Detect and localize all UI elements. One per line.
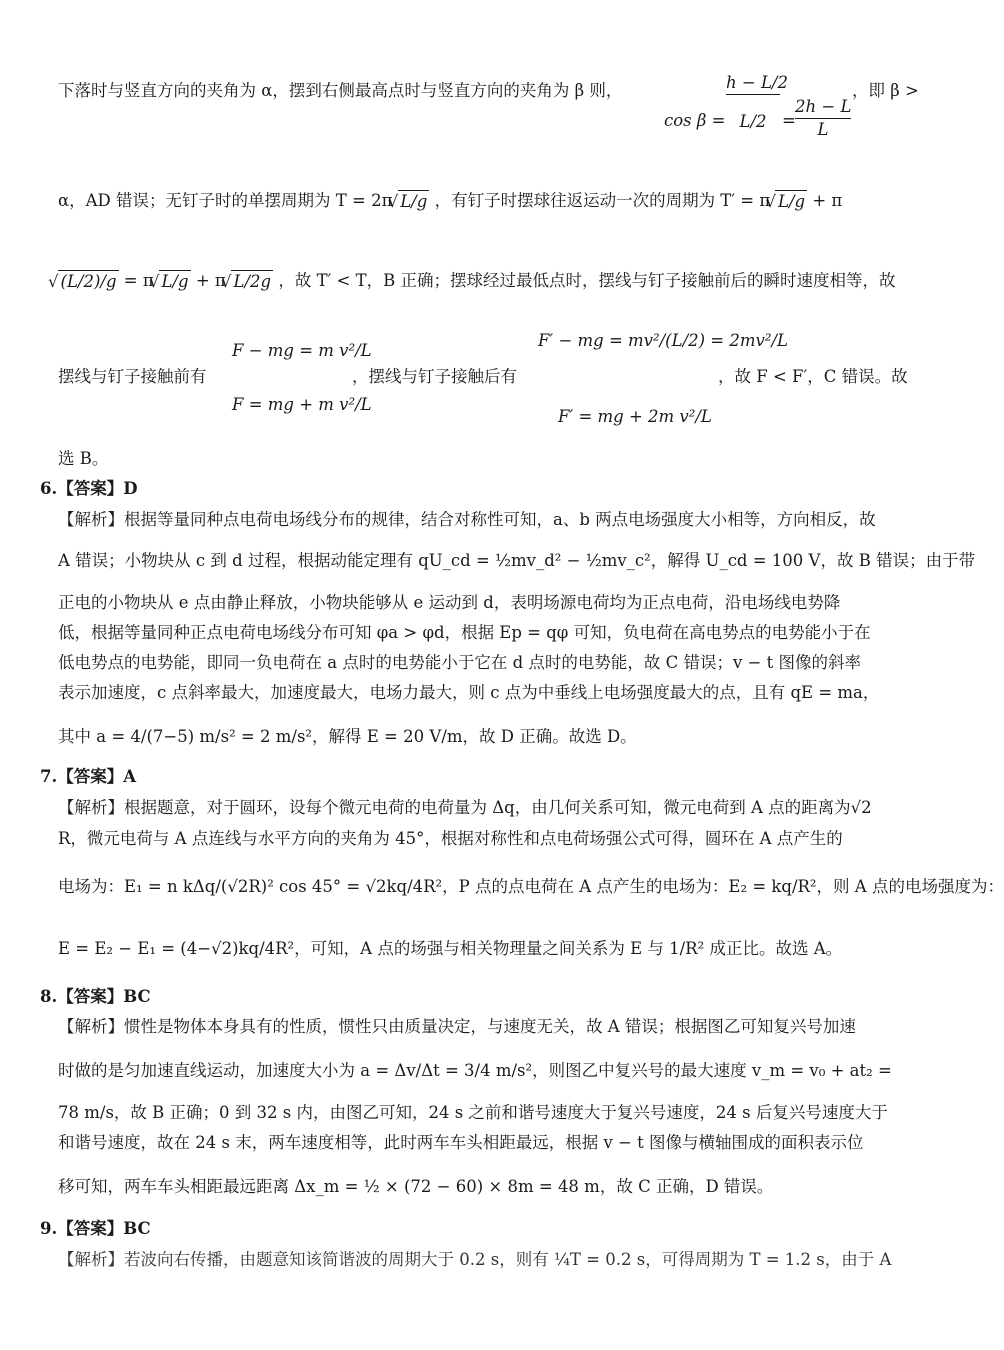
p1-line1-tail: ，即 β > bbox=[852, 81, 919, 100]
before-eq2: F = mg + m v²/L bbox=[232, 395, 372, 414]
q6-line7: 其中 a = 4/(7−5) m/s² = 2 m/s²，解得 E = 20 V/m，故 D 正确。故选 D。 bbox=[58, 727, 637, 746]
sqrt-l-over-2g: √ L/2g bbox=[231, 270, 273, 293]
p1-line2-b: ，有钉子时摆球往返运动一次的周期为 T′ = π bbox=[434, 191, 771, 210]
q9-cutoff-line bbox=[58, 1250, 918, 1270]
q7-line1: 【解析】根据题意，对于圆环，设每个微元电荷的电荷量为 Δq，由几何关系可知，微元电荷到 A 点的距离为√2 bbox=[58, 798, 872, 817]
cos-beta-lhs: cos β = bbox=[664, 111, 726, 130]
q9-cutoff-text: 【解析】若波向右传播，由题意知该简谐波的周期大于 0.2 s，则有 ¼T = 0.2 s，可得周期为 T = 1.2 s，由于 A bbox=[58, 1250, 892, 1269]
q7-line4: E = E₂ − E₁ = (4−√2)kq/4R²，可知，A 点的场强与相关物理量之间关系为 E 与 1/R² 成正比。故选 A。 bbox=[58, 939, 843, 958]
after-eq2: F′ = mg + 2m v²/L bbox=[558, 407, 712, 426]
before-label: 摆线与钉子接触前有 bbox=[58, 367, 207, 386]
cos-beta-num: h − L/2 bbox=[726, 72, 780, 95]
cos-beta-den: L/2 bbox=[739, 112, 767, 131]
q9-answer-head: 9.【答案】BC bbox=[40, 1219, 151, 1238]
cos-beta-label bbox=[664, 110, 726, 132]
equals-sign: = bbox=[782, 111, 796, 130]
p1-line3-b: + π bbox=[195, 271, 226, 290]
p1-line2 bbox=[58, 190, 910, 213]
q6-answer-head: 6.【答案】D bbox=[40, 479, 138, 498]
p1-end: 选 B。 bbox=[58, 449, 109, 468]
q7-line3: 电场为：E₁ = n kΔq/(√2R)² cos 45° = √2kq/4R²，P 点的点电荷在 A 点产生的电场为：E₂ = kq/R²，则 A 点的电场强度为： bbox=[58, 877, 1004, 896]
p1-line2-a: α，AD 错误；无钉子时的单摆周期为 T = 2π bbox=[58, 191, 393, 210]
q6-line6: 表示加速度，c 点斜率最大，加速度最大，电场力最大，则 c 点为中垂线上电场强度最大的点，且有 qE = ma， bbox=[58, 683, 880, 702]
q6-line3: 正电的小物块从 e 点由静止释放，小物块能够从 e 运动到 d，表明场源电荷均为正点电荷，沿电场线电势降 bbox=[58, 593, 841, 612]
before-eq1: F − mg = m v²/L bbox=[232, 341, 372, 360]
p1-line3-tail: ，故 T′ < T，B 正确；摆球经过最低点时，摆线与钉子接触前后的瞬时速度相等，故 bbox=[278, 271, 896, 290]
cos-beta-frac2-den: L bbox=[817, 120, 829, 139]
q6-line4: 低，根据等量同种正点电荷电场线分布可知 φa > φd，根据 Ep = qφ 可知，负电荷在高电势点的电势能小于在 bbox=[58, 623, 871, 642]
cos-beta-frac2-num: 2h − L bbox=[795, 96, 851, 119]
after-eq1: F′ − mg = mv²/(L/2) = 2mv²/L bbox=[538, 331, 788, 350]
q8-answer-head: 8.【答案】BC bbox=[40, 987, 151, 1006]
q8-line3: 78 m/s，故 B 正确；0 到 32 s 内，由图乙可知，24 s 之前和谐号速度大于复兴号速度，24 s 后复兴号速度大于 bbox=[58, 1103, 888, 1122]
q8-line5: 移可知，两车车头相距最远距离 Δx_m = ½ × (72 − 60) × 8m = 48 m，故 C 正确，D 错误。 bbox=[58, 1177, 774, 1196]
p1-line3-a: = π bbox=[123, 271, 154, 290]
q6-line2: A 错误；小物块从 c 到 d 过程，根据动能定理有 qU_cd = ½mv_d² − ½mv_c²，解得 U_cd = 100 V，故 B 错误；由于带 bbox=[58, 551, 976, 570]
q6-line5: 低电势点的电势能，即同一负电荷在 a 点时的电势能小于它在 d 点时的电势能，故 C 错误；v − t 图像的斜率 bbox=[58, 653, 862, 672]
cos-beta-frac1 bbox=[726, 72, 788, 133]
sqrt-half-l-over-g: √ (L/2)/g bbox=[58, 270, 119, 293]
cos-beta-frac2 bbox=[795, 96, 851, 141]
q6-line1: 【解析】根据等量同种点电荷电场线分布的规律，结合对称性可知，a、b 两点电场强度大小相等，方向相反，故 bbox=[58, 510, 876, 529]
q8-line2: 时做的是匀加速直线运动，加速度大小为 a = Δv/Δt = 3/4 m/s²，则图乙中复兴号的最大速度 v_m = v₀ + at₂ = bbox=[58, 1061, 892, 1080]
q7-line2: R，微元电荷与 A 点连线与水平方向的夹角为 45°，根据对称性和点电荷场强公式可得，圆环在 A 点产生的 bbox=[58, 829, 843, 848]
p1-line1-text: 下落时与竖直方向的夹角为 α，摆到右侧最高点时与竖直方向的夹角为 β 则， bbox=[58, 81, 623, 100]
sqrt-l-over-g-3: √ L/g bbox=[159, 270, 191, 293]
p1-line2-c: + π bbox=[812, 191, 843, 210]
after-tail: ，故 F < F′，C 错误。故 bbox=[718, 367, 908, 386]
sqrt-l-over-g-2: √ L/g bbox=[775, 190, 807, 213]
sqrt-l-over-g: √ L/g bbox=[398, 190, 430, 213]
p1-line3 bbox=[58, 270, 910, 293]
after-label: ，摆线与钉子接触后有 bbox=[352, 367, 517, 386]
q8-line1: 【解析】惯性是物体本身具有的性质，惯性只由质量决定，与速度无关，故 A 错误；根据图乙可知复兴号加速 bbox=[58, 1017, 856, 1036]
q7-answer-head: 7.【答案】A bbox=[40, 767, 137, 786]
q8-line4: 和谐号速度，故在 24 s 末，两车速度相等，此时两车车头相距最远，根据 v − t 图像与横轴围成的面积表示位 bbox=[58, 1133, 864, 1152]
